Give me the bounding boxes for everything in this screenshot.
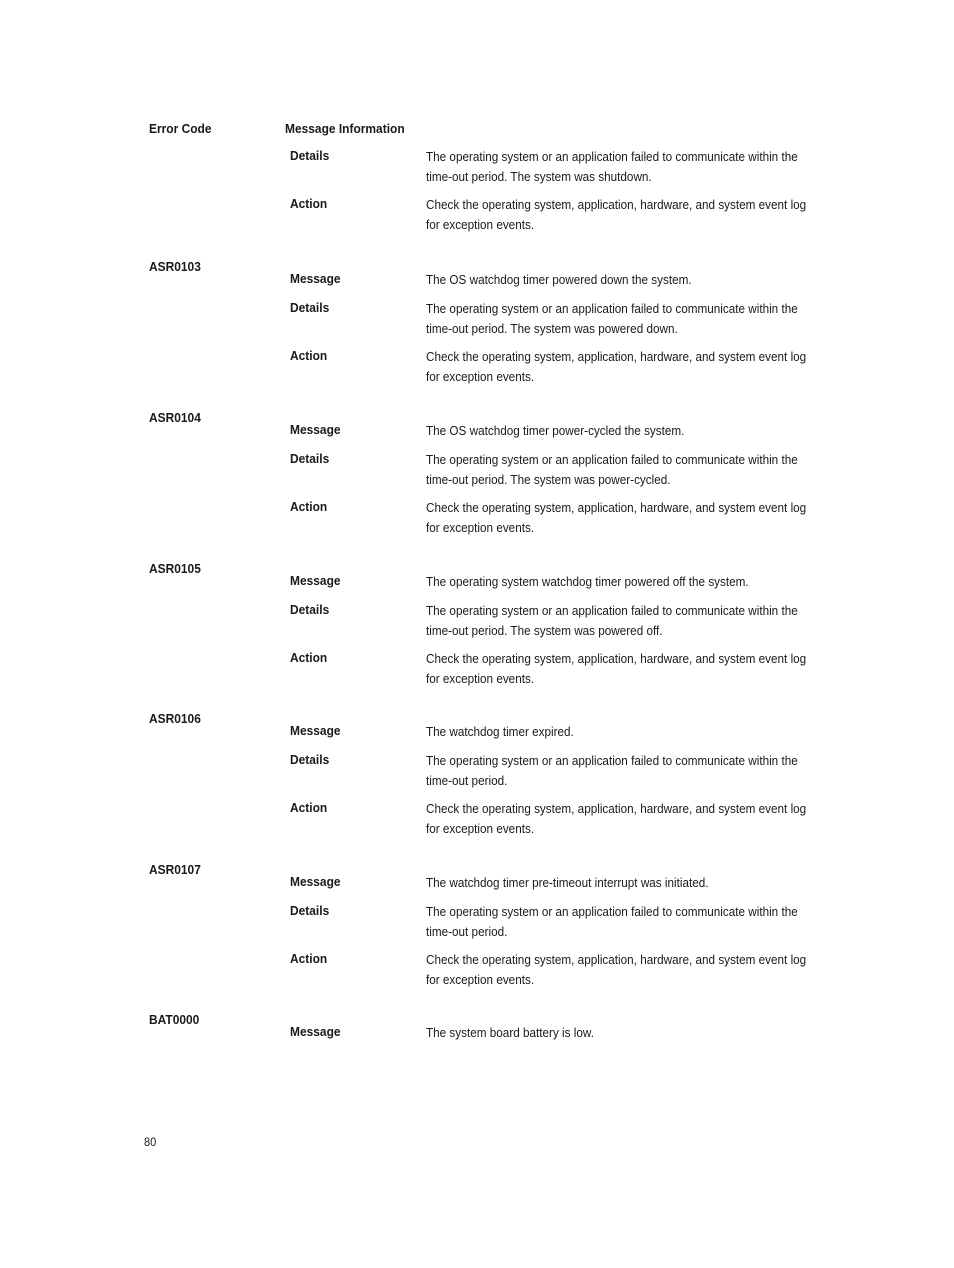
row-text: The operating system watchdog timer powered off the system.	[426, 575, 749, 589]
message-row	[290, 723, 850, 752]
row-text: Check the operating system, application, hardware, and system event log for exception events.	[426, 953, 807, 987]
details-row	[290, 148, 850, 196]
row-text: The watchdog timer pre-timeout interrupt was initiated.	[426, 876, 709, 890]
row-label: Message	[290, 271, 341, 286]
action-row	[290, 800, 850, 848]
error-code: BAT0000	[149, 1012, 200, 1027]
row-text: Check the operating system, application, hardware, and system event log for exception events.	[426, 501, 807, 535]
row-label: Message	[290, 723, 341, 738]
row-label: Details	[290, 300, 330, 315]
row-text: The operating system or an application failed to communicate within the time-out period.	[426, 905, 798, 939]
row-label: Message	[290, 1024, 341, 1039]
error-code: ASR0105	[149, 561, 201, 576]
row-label: Message	[290, 573, 341, 588]
action-row	[290, 196, 850, 244]
page-number: 80	[144, 1135, 157, 1149]
row-text: The system board battery is low.	[426, 1026, 594, 1040]
message-row	[290, 874, 850, 903]
message-row	[290, 573, 850, 602]
row-label: Action	[290, 951, 328, 966]
row-label: Action	[290, 348, 328, 363]
action-row	[290, 348, 850, 396]
action-row	[290, 499, 850, 547]
row-text: The operating system or an application failed to communicate within the time-out period.	[426, 754, 798, 788]
column-header-error-code: Error Code	[149, 121, 212, 136]
row-text: The operating system or an application failed to communicate within the time-out period. The system was shutdown.	[426, 150, 798, 184]
message-row	[290, 422, 850, 451]
row-text: Check the operating system, application, hardware, and system event log for exception events.	[426, 350, 807, 384]
row-label: Details	[290, 148, 330, 163]
row-label: Action	[290, 650, 328, 665]
row-text: Check the operating system, application, hardware, and system event log for exception events.	[426, 802, 807, 836]
error-code: ASR0103	[149, 259, 201, 274]
row-text: The operating system or an application failed to communicate within the time-out period. The system was powered down.	[426, 302, 798, 336]
row-text: Check the operating system, application, hardware, and system event log for exception events.	[426, 652, 807, 686]
error-code: ASR0107	[149, 862, 201, 877]
error-code: ASR0106	[149, 711, 201, 726]
row-label: Details	[290, 752, 330, 767]
message-row	[290, 1024, 850, 1053]
row-label: Message	[290, 422, 341, 437]
continued-entry	[290, 148, 850, 244]
details-row	[290, 752, 850, 800]
message-row	[290, 271, 850, 300]
action-row	[290, 951, 850, 999]
action-row	[290, 650, 850, 698]
row-label: Action	[290, 499, 328, 514]
row-label: Details	[290, 602, 330, 617]
details-row	[290, 451, 850, 499]
row-text: Check the operating system, application, hardware, and system event log for exception events.	[426, 198, 807, 232]
row-label: Details	[290, 451, 330, 466]
column-header-message-information: Message Information	[285, 121, 405, 136]
details-row	[290, 300, 850, 348]
row-label: Action	[290, 196, 328, 211]
row-text: The watchdog timer expired.	[426, 725, 574, 739]
error-code: ASR0104	[149, 410, 201, 425]
row-label: Action	[290, 800, 328, 815]
row-text: The OS watchdog timer power-cycled the system.	[426, 424, 685, 438]
row-text: The OS watchdog timer powered down the system.	[426, 273, 692, 287]
row-text: The operating system or an application failed to communicate within the time-out period. The system was powered off.	[426, 604, 798, 638]
row-text: The operating system or an application failed to communicate within the time-out period. The system was power-cycled.	[426, 453, 798, 487]
details-row	[290, 602, 850, 650]
row-label: Message	[290, 874, 341, 889]
details-row	[290, 903, 850, 951]
row-label: Details	[290, 903, 330, 918]
